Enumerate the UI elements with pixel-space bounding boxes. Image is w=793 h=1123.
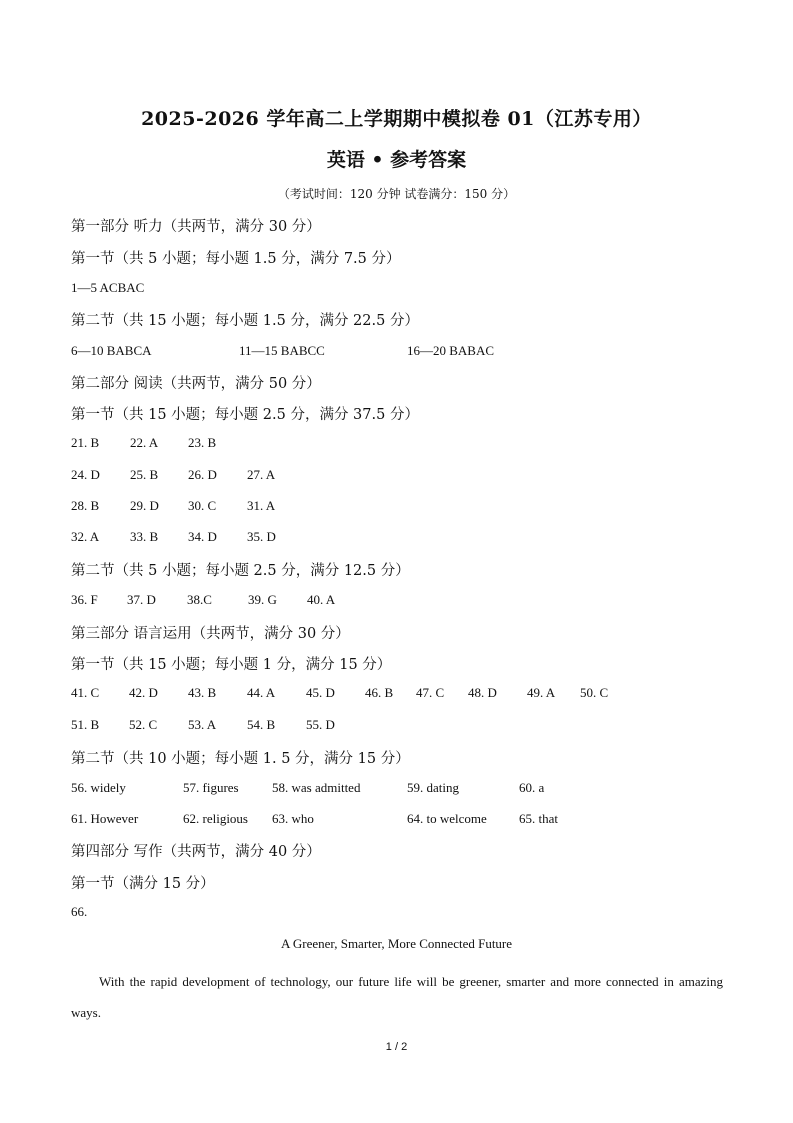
answer-group: 11—15 BABCC	[239, 343, 325, 358]
essay-title: A Greener, Smarter, More Connected Future	[280, 936, 513, 951]
part3-section2-heading: 第二节（共 10 小题；每小题 1. 5 分，满分 15 分）	[71, 751, 410, 767]
answer-item: 41. C	[71, 685, 100, 700]
answer-item: 55. D	[306, 717, 335, 732]
answer-item: 29. D	[130, 498, 159, 513]
answer-item: 42. D	[129, 685, 158, 700]
answer-item: 23. B	[188, 435, 217, 450]
answer-item: 30. C	[188, 498, 217, 513]
part4-heading: 第四部分 写作（共两节，满分 40 分）	[71, 844, 321, 860]
answer-item: 44. A	[247, 685, 276, 700]
answer-item: 25. B	[130, 467, 159, 482]
answer-item: 63. who	[272, 811, 314, 826]
answer-item: 62. religious	[183, 811, 248, 826]
answer-item: 45. D	[306, 685, 335, 700]
answer-item: 60. a	[519, 780, 545, 795]
answer-item: 49. A	[527, 685, 556, 700]
part3-section1-heading: 第一节（共 15 小题；每小题 1 分，满分 15 分）	[71, 657, 392, 673]
part1-section1-heading: 第一节（共 5 小题；每小题 1.5 分，满分 7.5 分）	[71, 251, 401, 267]
essay-paragraph: With the rapid development of technology, our future life will be greener, smarter and more connected in amazing ways.	[71, 974, 723, 1020]
answer-group: 6—10 BABCA	[71, 343, 152, 358]
answer-item: 57. figures	[183, 780, 239, 795]
answer-item: 54. B	[247, 717, 276, 732]
answer-item: 47. C	[416, 685, 445, 700]
part3-heading: 第三部分 语言运用（共两节，满分 30 分）	[71, 626, 350, 642]
question-number: 66.	[71, 904, 88, 919]
answer-item: 65. that	[519, 811, 558, 826]
answer-item: 24. D	[71, 467, 100, 482]
answer-item: 39. G	[248, 592, 277, 607]
answer-item: 22. A	[130, 435, 159, 450]
part1-section1-answers: 1—5 ACBAC	[71, 280, 145, 295]
answer-item: 50. C	[580, 685, 609, 700]
answer-item: 21. B	[71, 435, 100, 450]
part1-heading: 第一部分 听力（共两节，满分 30 分）	[71, 219, 321, 235]
answer-item: 43. B	[188, 685, 217, 700]
answer-item: 59. dating	[407, 780, 459, 795]
answer-item: 37. D	[127, 592, 156, 607]
answer-item: 52. C	[129, 717, 158, 732]
answer-item: 32. A	[71, 529, 100, 544]
part2-section2-heading: 第二节（共 5 小题；每小题 2.5 分，满分 12.5 分）	[71, 563, 410, 579]
page-number: 1 / 2	[385, 1041, 408, 1053]
answer-item: 58. was admitted	[272, 780, 361, 795]
answer-group: 16—20 BABAC	[407, 343, 495, 358]
answer-item: 64. to welcome	[407, 811, 487, 826]
answer-item: 33. B	[130, 529, 159, 544]
answer-item: 48. D	[468, 685, 497, 700]
answer-item: 28. B	[71, 498, 100, 513]
answer-item: 46. B	[365, 685, 394, 700]
part1-section2-heading: 第二节（共 15 小题；每小题 1.5 分，满分 22.5 分）	[71, 313, 419, 329]
document-subtitle: 英语 • 参考答案	[326, 149, 467, 171]
document-title: 2025-2026 学年高二上学期期中模拟卷 01（江苏专用）	[141, 108, 652, 130]
part2-heading: 第二部分 阅读（共两节，满分 50 分）	[71, 376, 321, 392]
answer-item: 31. A	[247, 498, 276, 513]
answer-item: 61. However	[71, 811, 139, 826]
answer-item: 34. D	[188, 529, 217, 544]
answer-item: 35. D	[247, 529, 276, 544]
answer-item: 56. widely	[71, 780, 126, 795]
answer-item: 51. B	[71, 717, 100, 732]
part2-section1-heading: 第一节（共 15 小题；每小题 2.5 分，满分 37.5 分）	[71, 407, 419, 423]
exam-info: （考试时间：120 分钟 试卷满分：150 分）	[277, 187, 516, 201]
part4-section1-heading: 第一节（满分 15 分）	[71, 876, 215, 892]
answer-item: 38.C	[187, 592, 212, 607]
answer-item: 53. A	[188, 717, 217, 732]
answer-item: 26. D	[188, 467, 217, 482]
answer-item: 27. A	[247, 467, 276, 482]
answer-item: 40. A	[307, 592, 336, 607]
answer-item: 36. F	[71, 592, 98, 607]
